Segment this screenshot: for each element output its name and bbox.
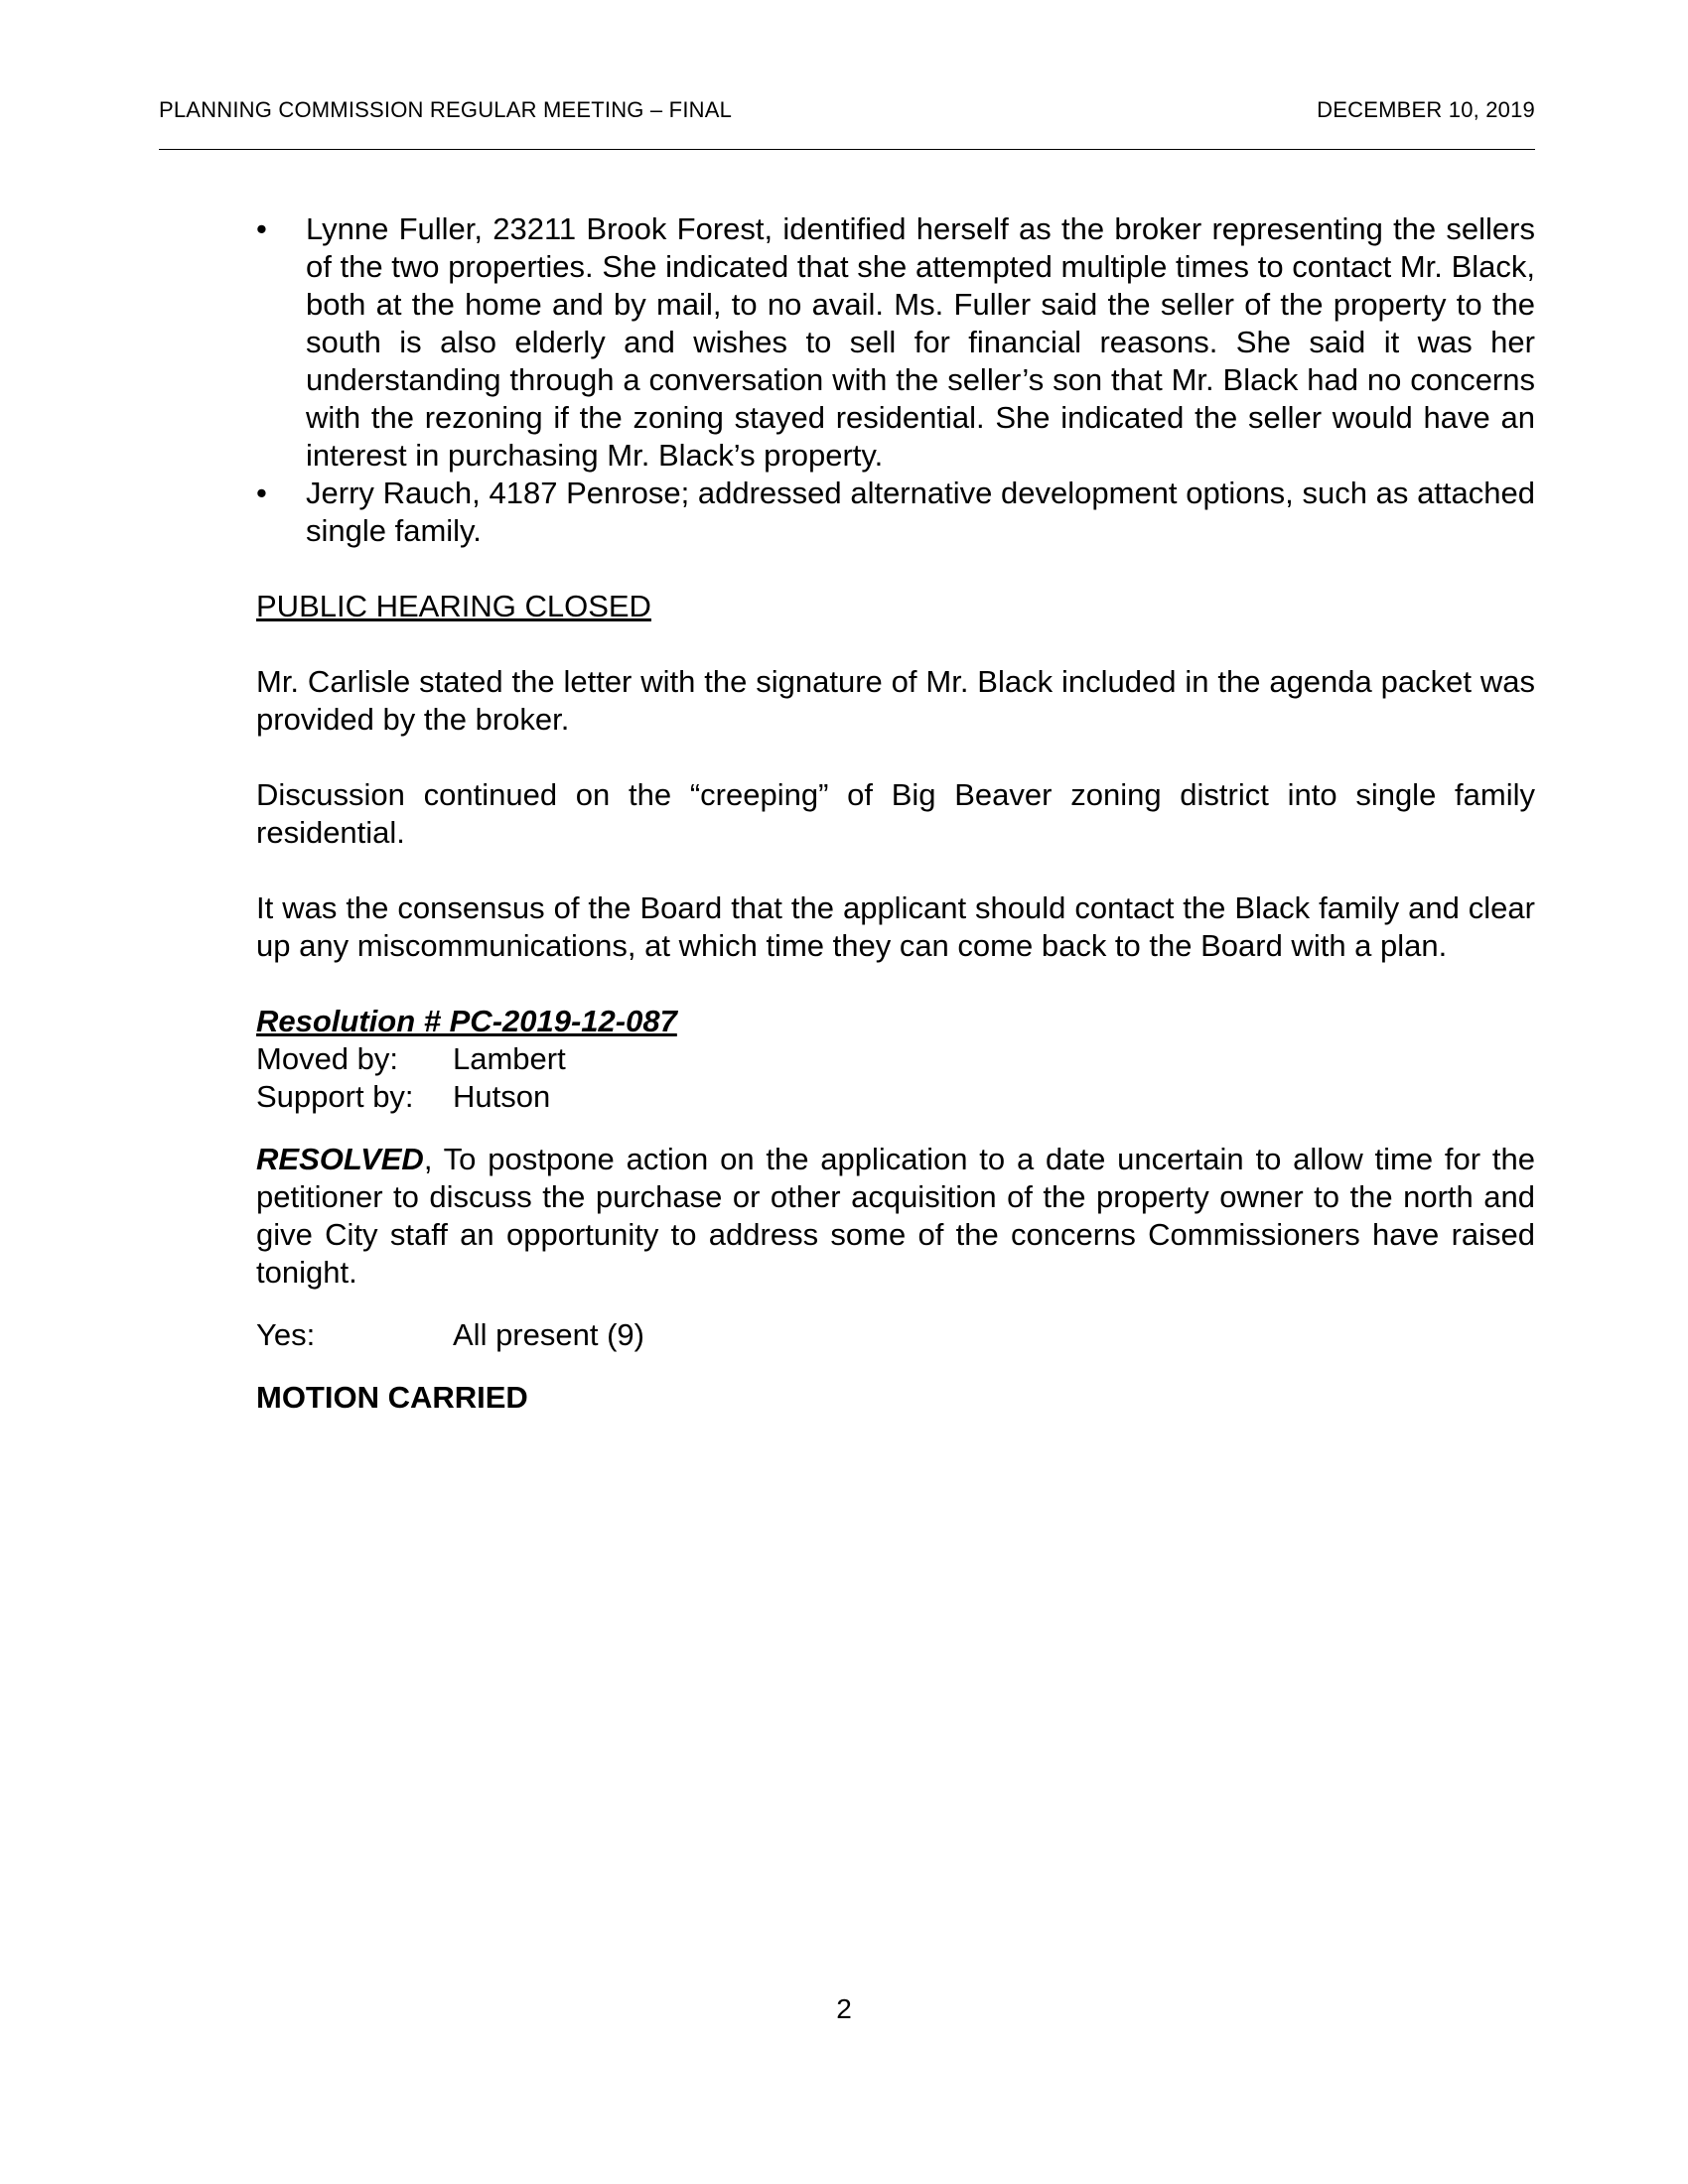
moved-by-value: Lambert — [453, 1041, 566, 1076]
resolution-title: Resolution # PC-2019-12-087 — [256, 1004, 677, 1038]
paragraph: It was the consensus of the Board that the applicant should contact the Black family and clear up any miscommunications, at which time they can come back to the Board with a plan. — [256, 890, 1535, 963]
resolution-block — [256, 1003, 1535, 1417]
header-title: PLANNING COMMISSION REGULAR MEETING – FINAL — [159, 97, 733, 122]
vote-value: All present (9) — [453, 1317, 644, 1352]
resolved-text: , To postpone action on the application to a date uncertain to allow time for the petitioner to discuss the purchase or other acquisition of the property owner to the north and give City staff an opportunity to address some of the concerns Commissioners have raised tonight. — [256, 1142, 1535, 1290]
support-by-label: Support by: — [256, 1079, 414, 1114]
paragraph: Mr. Carlisle stated the letter with the signature of Mr. Black included in the agenda packet was provided by the broker. — [256, 664, 1535, 737]
list-item — [256, 475, 1535, 550]
public-hearing-closed-heading: PUBLIC HEARING CLOSED — [256, 589, 651, 623]
header-date: DECEMBER 10, 2019 — [1317, 97, 1535, 122]
list-item — [256, 210, 1535, 475]
list-item-text: Jerry Rauch, 4187 Penrose; addressed alternative development options, such as attached single family. — [306, 476, 1535, 548]
page-number: 2 — [836, 1993, 852, 2024]
header-divider — [159, 149, 1535, 150]
public-comments-list — [256, 210, 1535, 550]
resolved-paragraph — [256, 1141, 1535, 1292]
vote-label: Yes: — [256, 1317, 316, 1352]
motion-result: MOTION CARRIED — [256, 1380, 528, 1415]
list-item-text: Lynne Fuller, 23211 Brook Forest, identified herself as the broker representing the sellers of the two properties. She indicated that she attempted multiple times to contact Mr. Black, both at the home and by mail, to no avail. Ms. Fuller said the seller of the property to the south is also elderly and wishes to sell for financial reasons. She said it was her understanding through a conversation with the seller’s son that Mr. Black had no concerns with the rezoning if the zoning stayed residential. She indicated the seller would have an interest in purchasing Mr. Black’s property. — [306, 211, 1535, 473]
document-body — [256, 210, 1535, 1417]
moved-by-row — [256, 1040, 1535, 1078]
resolved-word: RESOLVED — [256, 1142, 424, 1176]
bullet-icon: • — [256, 476, 267, 510]
support-by-value: Hutson — [453, 1079, 551, 1114]
moved-by-label: Moved by: — [256, 1041, 399, 1076]
support-by-row — [256, 1078, 1535, 1116]
vote-row — [256, 1316, 1535, 1354]
bullet-icon: • — [256, 211, 267, 246]
paragraph: Discussion continued on the “creeping” of Big Beaver zoning district into single family residential. — [256, 777, 1535, 850]
